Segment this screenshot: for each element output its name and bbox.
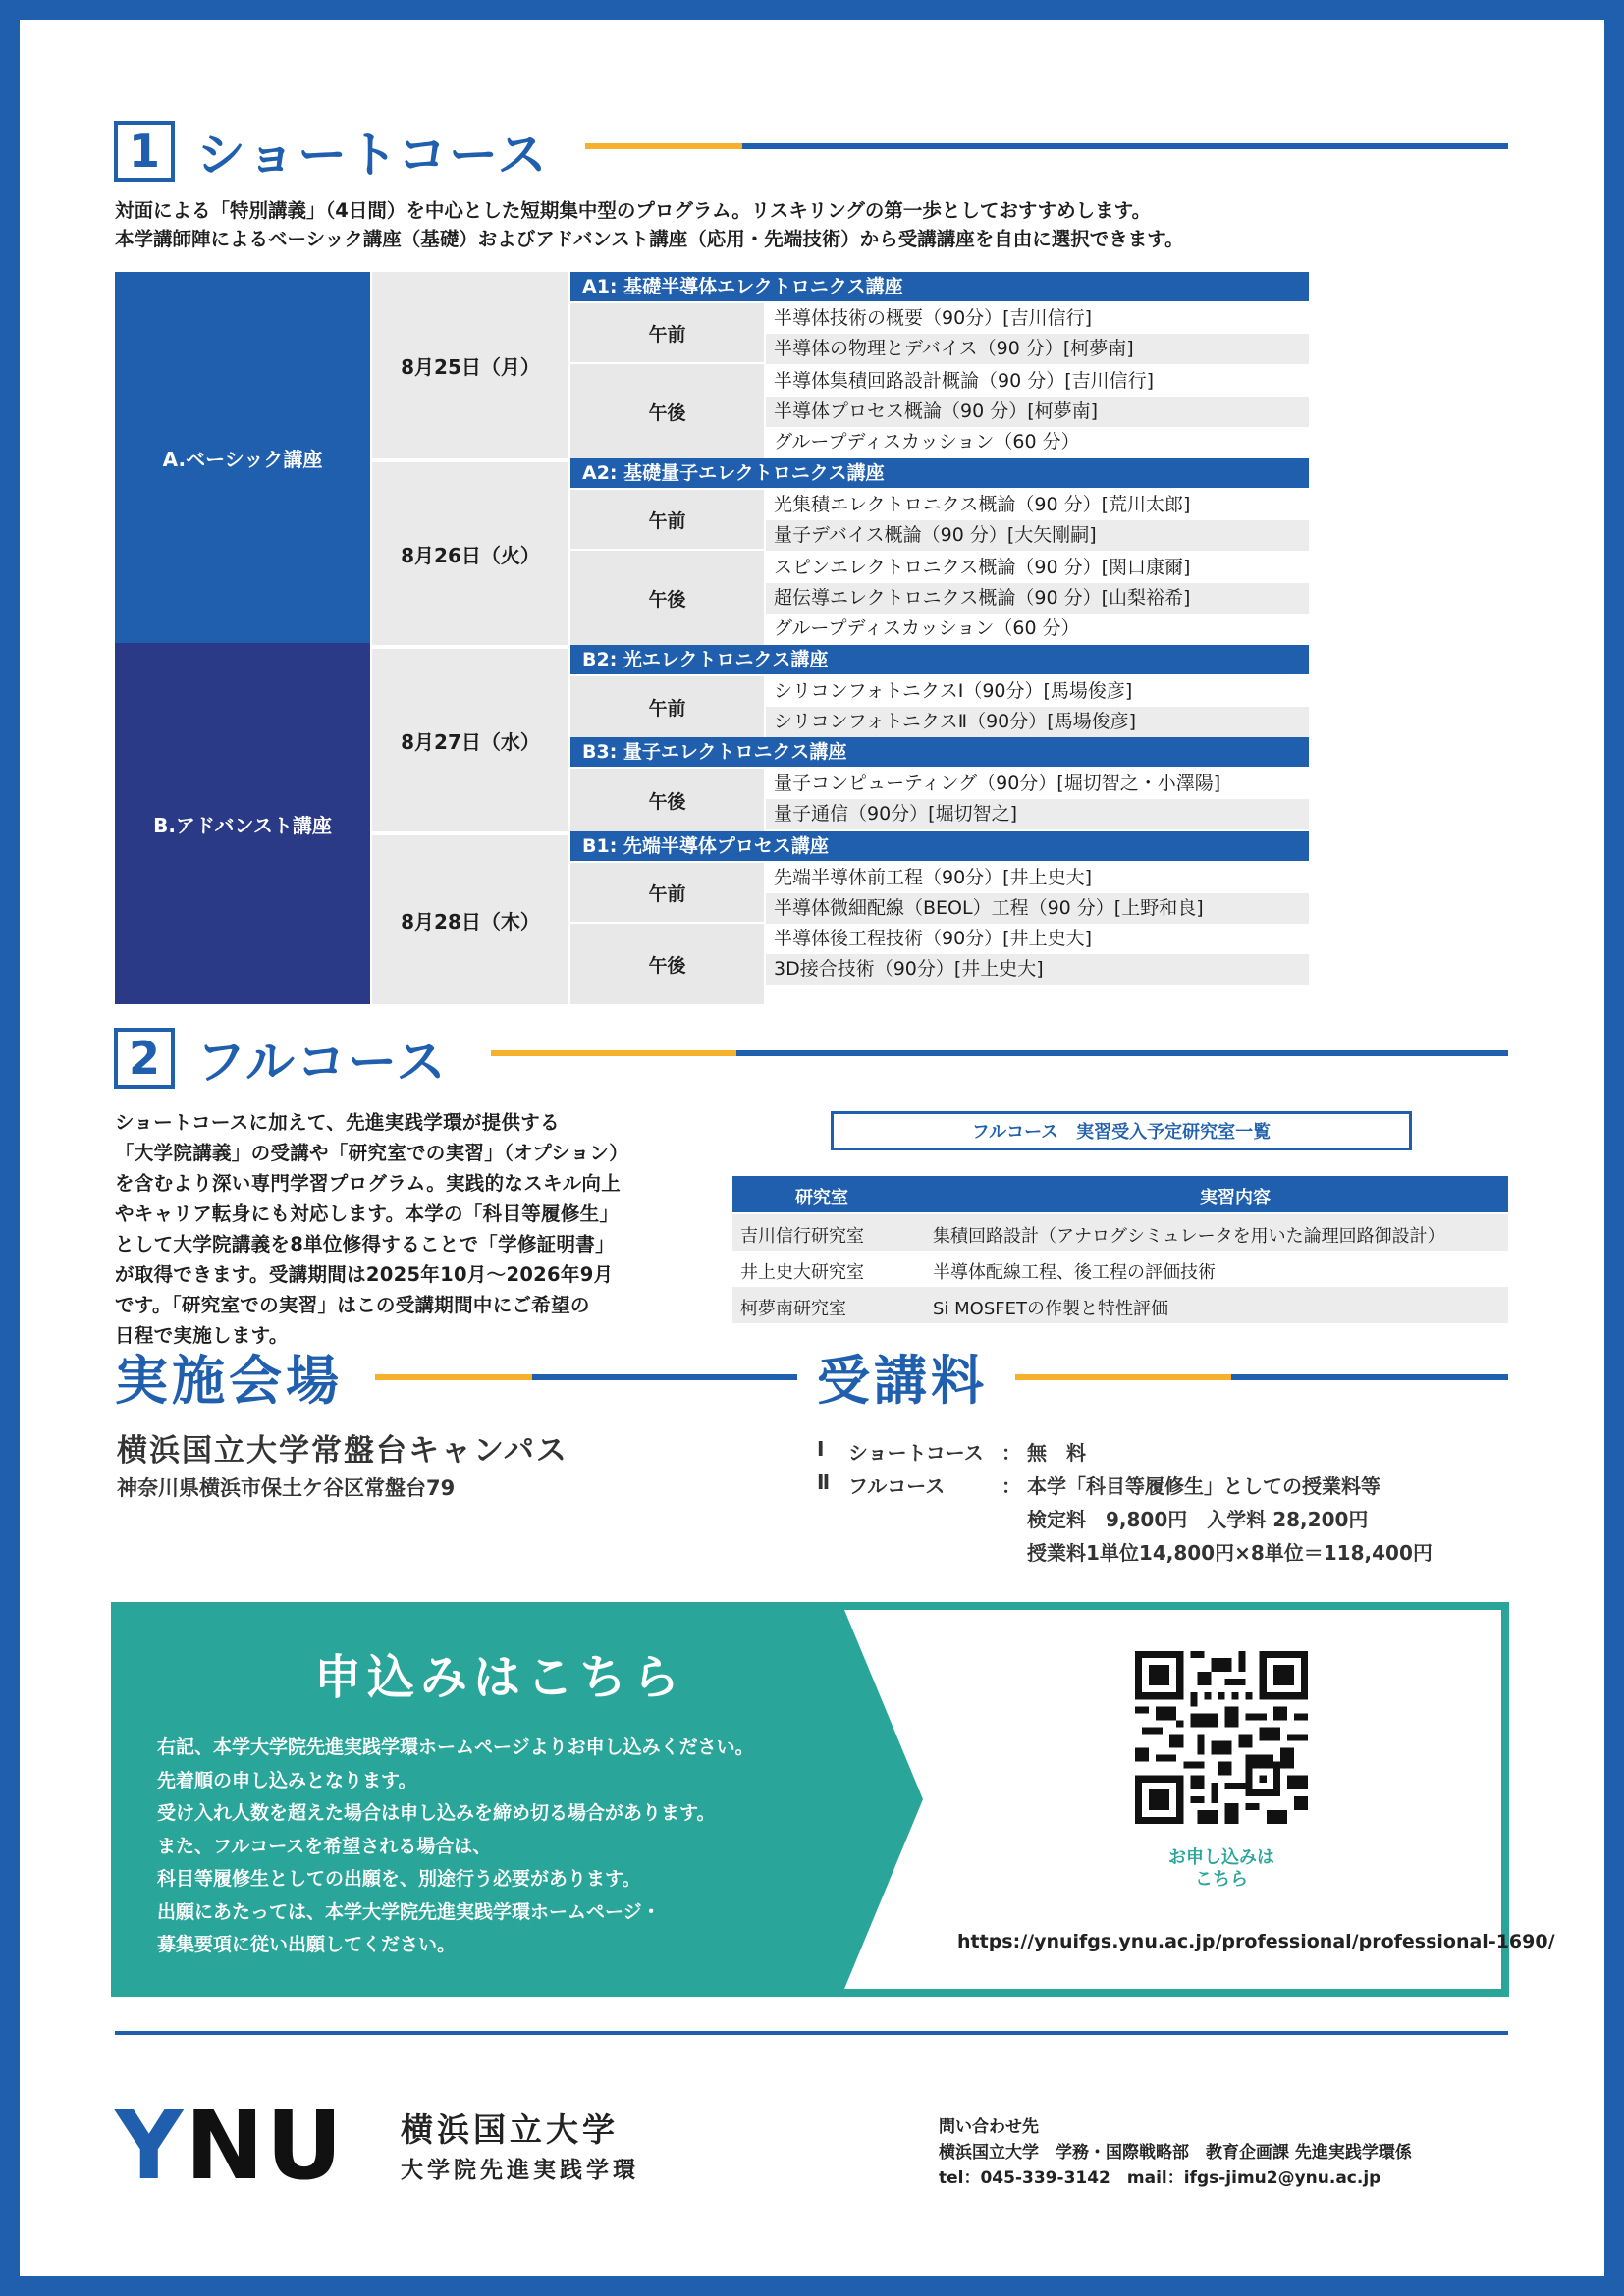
period-am: 午前 <box>570 301 764 362</box>
fee-row1-value: 無 料 <box>1027 1441 1086 1465</box>
contact-org: 横浜国立大学 学務・国際戦略部 教育企画課 先進実践学環係 <box>939 2143 1412 2163</box>
logo-letter-y: Y <box>115 2091 186 2201</box>
logo-letters-nu: NU <box>185 2091 345 2201</box>
lecture-item: 半導体微細配線（BEOL）工程（90 分）[上野和良] <box>766 893 1309 924</box>
lecture-item: グループディスカッション（60 分） <box>766 427 1309 457</box>
lecture-item: シリコンフォトニクスⅡ（90分）[馬場俊彦] <box>766 707 1309 737</box>
qr-caption-line: こちら <box>1195 1869 1248 1890</box>
text-line: やキャリア転身にも対応します。本学の「科目等履修生」 <box>115 1202 620 1225</box>
period-pm: 午後 <box>570 922 764 1004</box>
footer-divider <box>115 2031 1508 2035</box>
lab-table-header <box>732 1176 1508 1212</box>
lab-row <box>732 1251 1508 1287</box>
fee-row1-label: ショートコース <box>848 1441 984 1465</box>
venue-name: 横浜国立大学常盤台キャンパス <box>117 1433 568 1468</box>
lecture-item: 光集積エレクトロニクス概論（90 分）[荒川太郎] <box>766 490 1309 520</box>
section1-heading <box>114 116 549 187</box>
lecture-item: 量子通信（90分）[堀切智之] <box>766 799 1309 829</box>
course-head-b2: B2: 光エレクトロニクス講座 <box>570 645 1309 674</box>
apply-url-link[interactable]: https://ynuifgs.ynu.ac.jp/professional/professional-1690/ <box>957 1931 1555 1952</box>
contact-title: 問い合わせ先 <box>939 2117 1039 2137</box>
text-line: が取得できます。受講期間は2025年10月～2026年9月 <box>115 1263 614 1286</box>
lab-content: 集積回路設計（アナログシミュレータを用いた論理回路御設計） <box>933 1226 1445 1247</box>
section2-heading <box>114 1023 448 1094</box>
lecture-item: グループディスカッション（60 分） <box>766 614 1309 644</box>
text-line: ショートコースに加えて、先進実践学環が提供する <box>115 1111 560 1134</box>
lab-name: 柯夢南研究室 <box>740 1299 846 1319</box>
text-line: 受け入れ人数を超えた場合は申し込みを締め切る場合があります。 <box>157 1802 716 1824</box>
text-line: また、フルコースを希望される場合は、 <box>157 1835 492 1857</box>
fee-row1-colon: ： <box>1001 1441 1021 1465</box>
fullcourse-description <box>115 1107 706 1351</box>
qr-caption <box>1119 1847 1324 1891</box>
venue-title: 実施会場 <box>115 1350 343 1412</box>
lecture-item: 半導体技術の概要（90分）[吉川信行] <box>766 303 1309 334</box>
ynu-logo <box>115 2091 345 2201</box>
text-line: 先着順の申し込みとなります。 <box>157 1769 417 1791</box>
text-line: を含むより深い専門学習プログラム。実践的なスキル向上 <box>115 1172 621 1195</box>
logo-school-name: 大学院先進実践学環 <box>401 2158 639 2183</box>
lab-name: 吉川信行研究室 <box>740 1226 864 1247</box>
section1-title: ショートコース <box>196 127 549 184</box>
qr-code-icon[interactable] <box>1135 1651 1308 1824</box>
lab-header-content: 実習内容 <box>1200 1188 1271 1208</box>
intro-line: 本学講師陣によるベーシック講座（基礎）およびアドバンスト講座（応用・先端技術）から受講講座を自由に選択できます。 <box>115 228 1184 250</box>
period-am: 午前 <box>570 861 764 922</box>
lecture-item: 半導体後工程技術（90分）[井上史大] <box>766 924 1309 954</box>
text-line: として大学院講義を8単位修得することで「学修証明書」 <box>115 1233 615 1255</box>
lab-row <box>732 1214 1508 1251</box>
fee-row2-value: 本学「科目等履修生」としての授業料等 <box>1027 1474 1380 1498</box>
apply-title: 申込みはこちら <box>314 1650 686 1705</box>
lab-content: Si MOSFETの作製と特性評価 <box>933 1299 1168 1319</box>
lecture-item: 半導体集積回路設計概論（90 分）[吉川信行] <box>766 366 1309 397</box>
text-line: 「大学院講義」の受講や「研究室での実習」（オプション） <box>115 1142 629 1164</box>
period-pm: 午後 <box>570 362 764 458</box>
logo-university-name: 横浜国立大学 <box>401 2110 619 2149</box>
fee-row2-line2: 検定料 9,800円 入学料 28,200円 <box>1027 1508 1369 1531</box>
section1-rule <box>585 143 1508 149</box>
lab-content: 半導体配線工程、後工程の評価技術 <box>933 1262 1216 1283</box>
section2-title: フルコース <box>196 1034 448 1091</box>
apply-text <box>157 1732 754 1962</box>
category-advanced: B.アドバンスト講座 <box>115 643 370 1004</box>
text-line: 日程で実施します。 <box>115 1324 289 1347</box>
lecture-item: スピンエレクトロニクス概論（90 分）[関口康爾] <box>766 553 1309 583</box>
fee-rule <box>1015 1374 1508 1380</box>
qr-caption-line: お申し込みは <box>1168 1847 1274 1868</box>
fee-row2-label: フルコース <box>848 1474 946 1498</box>
text-line: です。「研究室での実習」はこの受講期間中にご希望の <box>115 1294 590 1316</box>
lab-header-lab: 研究室 <box>795 1188 848 1208</box>
fee-title: 受講料 <box>817 1350 988 1412</box>
fee-row2-num: Ⅱ <box>817 1470 831 1494</box>
period-pm: 午後 <box>570 767 764 831</box>
lecture-item: シリコンフォトニクスⅠ（90分）[馬場俊彦] <box>766 676 1309 707</box>
fee-row1-num: Ⅰ <box>817 1437 825 1461</box>
text-line: 科目等履修生としての出願を、別途行う必要があります。 <box>157 1868 641 1890</box>
fee-row2-line3: 授業料1単位14,800円×8単位＝118,400円 <box>1027 1541 1433 1565</box>
flyer-page <box>20 20 1604 2276</box>
venue-address: 神奈川県横浜市保土ケ谷区常盤台79 <box>117 1476 456 1500</box>
fee-row2-colon: ： <box>1001 1474 1021 1498</box>
lecture-item: 量子コンピューティング（90分）[堀切智之・小澤陽] <box>766 769 1309 799</box>
lecture-item: 半導体プロセス概論（90 分）[柯夢南] <box>766 397 1309 427</box>
contact-tel-mail[interactable]: tel：045-339-3142 mail：ifgs-jimu2@ynu.ac.jp <box>939 2168 1381 2188</box>
venue-rule <box>375 1374 797 1380</box>
section1-number: 1 <box>114 121 175 182</box>
category-basic: A.ベーシック講座 <box>115 272 370 643</box>
lecture-item: 量子デバイス概論（90 分）[大矢剛嗣] <box>766 520 1309 551</box>
lab-list-title: フルコース 実習受入予定研究室一覧 <box>831 1111 1412 1150</box>
course-head-a2: A2: 基礎量子エレクトロニクス講座 <box>570 458 1309 488</box>
date-cell: 8月28日（木） <box>370 833 568 1004</box>
lecture-item: 3D接合技術（90分）[井上史大] <box>766 954 1309 985</box>
intro-line: 対面による「特別講義」（4日間）を中心とした短期集中型のプログラム。リスキリングの第一歩としておすすめします。 <box>115 199 1152 222</box>
lecture-item: 超伝導エレクトロニクス概論（90 分）[山梨裕希] <box>766 583 1309 614</box>
text-line: 出願にあたっては、本学大学院先進実践学環ホームページ・ <box>157 1900 661 1923</box>
section2-number: 2 <box>114 1028 175 1089</box>
section1-intro <box>115 196 1184 253</box>
text-line: 募集要項に従い出願してください。 <box>157 1934 457 1955</box>
lecture-item: 先端半導体前工程（90分）[井上史大] <box>766 863 1309 893</box>
course-head-b3: B3: 量子エレクトロニクス講座 <box>570 737 1309 767</box>
date-cell: 8月26日（火） <box>370 460 568 645</box>
period-am: 午前 <box>570 674 764 737</box>
course-head-a1: A1: 基礎半導体エレクトロニクス講座 <box>570 272 1309 301</box>
lecture-item: 半導体の物理とデバイス（90 分）[柯夢南] <box>766 334 1309 364</box>
text-line: 右記、本学大学院先進実践学環ホームページよりお申し込みください。 <box>157 1736 754 1758</box>
period-pm: 午後 <box>570 549 764 645</box>
date-cell: 8月25日（月） <box>370 272 568 458</box>
period-am: 午前 <box>570 488 764 549</box>
course-head-b1: B1: 先端半導体プロセス講座 <box>570 831 1309 861</box>
section2-rule <box>491 1050 1508 1056</box>
lab-name: 井上史大研究室 <box>740 1262 864 1283</box>
date-cell: 8月27日（水） <box>370 647 568 831</box>
lab-row <box>732 1287 1508 1323</box>
